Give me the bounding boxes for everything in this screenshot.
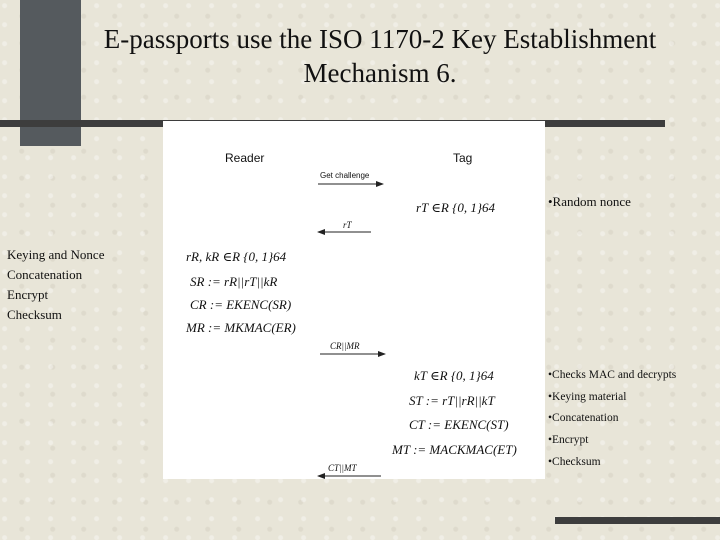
slide-title [60,22,700,90]
bullet-encrypt: •Encrypt [548,434,589,446]
slide-title-line-1: E-passports use the ISO 1170-2 Key Establishment [103,24,657,54]
protocol-diagram [163,121,545,479]
footer-divider [555,517,720,524]
left-annotations [7,245,104,325]
msg-rT-label: rT [343,220,352,230]
note-concatenation: Concatenation [7,267,83,282]
msg-get-challenge-label: Get challenge [320,171,370,180]
reader-label: Reader [225,151,265,165]
reader-MR-formula: MR := MKMAC(ER) [186,320,296,335]
note-encrypt: Encrypt [7,287,49,302]
reader-CR-formula: CR := EKENC(SR) [190,297,292,312]
note-keying-and-nonce: Keying and Nonce [7,247,105,262]
tag-nonce-formula: rT ∈R {0, 1}64 [416,200,496,215]
bullet-concatenation: •Concatenation [548,412,619,424]
reader-SR-formula: SR := rR||rT||kR [190,274,278,289]
tag-ST-formula: ST := rT||rR||kT [409,393,495,408]
tag-CT-formula: CT := EKENC(ST) [409,417,509,432]
tag-MT-formula: MT := MACKMAC(ET) [392,442,517,457]
bullet-random-nonce: •Random nonce [548,194,631,209]
msg-CT-MT-label: CT||MT [328,463,357,473]
note-checksum: Checksum [7,307,62,322]
tag-label: Tag [453,151,473,165]
slide-title-line-2: Mechanism 6. [303,58,457,88]
bullet-keying-material: •Keying material [548,391,627,403]
bullet-checksum: •Checksum [548,456,601,468]
tag-kT-formula: kT ∈R {0, 1}64 [414,368,494,383]
msg-CR-MR-label: CR||MR [330,341,360,351]
bullet-checks-mac: •Checks MAC and decrypts [548,369,677,381]
reader-keys-formula: rR, kR ∈R {0, 1}64 [186,249,287,264]
